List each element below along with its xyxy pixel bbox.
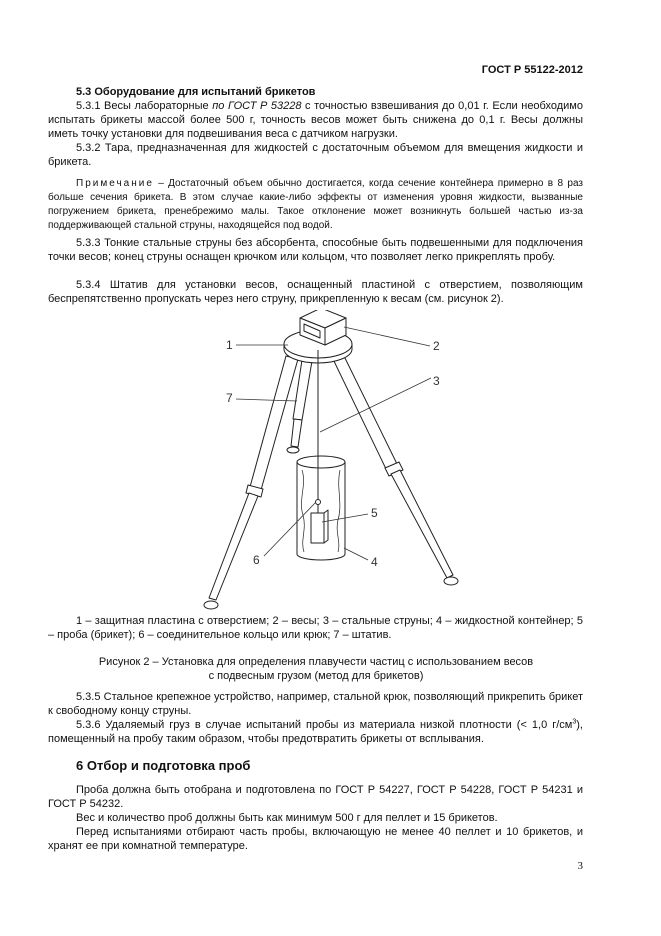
note-paragraph bbox=[48, 177, 583, 233]
tripod-left-leg-upper bbox=[250, 356, 298, 490]
note-text: – Достаточный объем обычно достигается, когда сечение контейнера примерно в 8 раз больше сечения брикета. В этом случае какие-либо эффекты от изменения уровня жидкости, вызванные погружением брикета, пренебрежимо малы. Такое отклонение может возникнуть большей частью из-за поддерживающей стальной струны, находящейся под водой. bbox=[48, 178, 583, 231]
superscript-cubic: 3 bbox=[572, 718, 577, 726]
figure-label-5: 5 bbox=[371, 506, 378, 520]
leader-line-7 bbox=[236, 399, 297, 401]
figure-label-3: 3 bbox=[433, 374, 440, 388]
paragraph-5-3-1-standard-reference: по ГОСТ Р 53228 bbox=[212, 100, 302, 112]
paragraph-5-3-1-text-end: с точностью взвешивания до 0,01 г. Если необходимо испытать брикеты массой более 500 г, точность весов может быть снижена до 0,1 г. Весы должны иметь точку установки для подвешивания веса с датчиком нагрузки. bbox=[48, 100, 583, 140]
container-bottom bbox=[297, 554, 345, 560]
paragraph-5-3-1 bbox=[48, 99, 583, 141]
section-5-3-heading: 5.3 Оборудование для испытаний брикетов bbox=[76, 86, 316, 98]
tripod-right-foot bbox=[444, 577, 458, 585]
figure-label-1: 1 bbox=[226, 338, 233, 352]
figure-label-7: 7 bbox=[226, 391, 233, 405]
leader-line-2 bbox=[344, 327, 430, 346]
figure-label-6: 6 bbox=[253, 553, 260, 567]
paragraph-5-3-5: 5.3.5 Стальное крепежное устройство, например, стальной крюк, позволяющий прикрепить брикет к свободному концу струны. bbox=[48, 691, 583, 717]
paragraph-5-3-4: 5.3.4 Штатив для установки весов, оснащенный пластиной с отверстием, позволяющим беспрепятственно пропускать через него струну, прикрепленную к весам (см. рисунок 2). bbox=[48, 279, 583, 305]
container-liquid-right-contour bbox=[337, 470, 340, 552]
connecting-ring bbox=[316, 500, 321, 505]
figure-label-4: 4 bbox=[371, 555, 378, 569]
section-6-heading: 6 Отбор и подготовка проб bbox=[76, 758, 251, 773]
tripod-right-leg-lower bbox=[391, 470, 453, 578]
briquette-sample-side bbox=[324, 510, 328, 543]
paragraph-5-3-6-text-start: 5.3.6 Удаляемый груз в случае испытаний пробы из материала низкой плотности (< 1,0 г/см bbox=[76, 719, 573, 731]
tripod-rear-leg-lower bbox=[291, 419, 302, 447]
leader-line-6 bbox=[264, 502, 316, 556]
section-6-paragraph-2: Вес и количество проб должны быть как минимум 500 г для пеллет и 15 брикетов. bbox=[76, 812, 498, 824]
tripod-right-leg-upper bbox=[332, 354, 398, 471]
briquette-sample-front bbox=[311, 513, 324, 543]
leader-line-4 bbox=[344, 548, 368, 560]
paragraph-5-3-6-text-end: ), помещенный на пробу таким образом, чтобы предотвратить брикеты от всплывания. bbox=[48, 719, 583, 745]
paragraph-5-3-3: 5.3.3 Тонкие стальные струны без абсорбента, способные быть подвешенными для подключения точки весов; конец струны оснащен крючком или кольцом, что позволяет легко прикреплять пробу. bbox=[48, 237, 583, 263]
figure-legend: 1 – защитная пластина с отверстием; 2 – весы; 3 – стальные струны; 4 – жидкостной контейнер; 5 – проба (брикет); 6 – соединительное кольцо или крюк; 7 – штатив. bbox=[48, 615, 583, 641]
tripod-left-foot bbox=[204, 601, 218, 609]
section-6-paragraph-3: Перед испытаниями отбирают часть пробы, включающую не менее 40 пеллет и 10 брикетов, и хранят ее при комнатной температуре. bbox=[48, 826, 583, 852]
figure-label-2: 2 bbox=[433, 339, 440, 353]
paragraph-5-3-6 bbox=[48, 718, 583, 746]
container-liquid-left-contour bbox=[301, 470, 304, 552]
section-6-paragraph-1: Проба должна быть отобрана и подготовлена по ГОСТ Р 54227, ГОСТ Р 54228, ГОСТ Р 54231 и ГОСТ Р 54232. bbox=[48, 784, 583, 810]
tripod-rear-leg-upper bbox=[293, 360, 312, 420]
page-number: 3 bbox=[577, 860, 583, 872]
document-number-header: ГОСТ Р 55122-2012 bbox=[481, 64, 583, 76]
tripod-left-leg-lower bbox=[209, 493, 258, 600]
paragraph-5-3-1-text-start: 5.3.1 Весы лабораторные bbox=[76, 100, 213, 112]
note-label: Примечание bbox=[76, 178, 154, 189]
tripod-rear-foot bbox=[287, 447, 299, 453]
figure-2-tripod-diagram bbox=[0, 310, 661, 615]
figure-title: Рисунок 2 – Установка для определения плавучести частиц с использованием весов с подвесным грузом (метод для брикетов) bbox=[98, 656, 534, 682]
container-rim bbox=[297, 456, 345, 468]
paragraph-5-3-2: 5.3.2 Тара, предназначенная для жидкостей с достаточным объемом для вмещения жидкости и брикета. bbox=[48, 142, 583, 168]
